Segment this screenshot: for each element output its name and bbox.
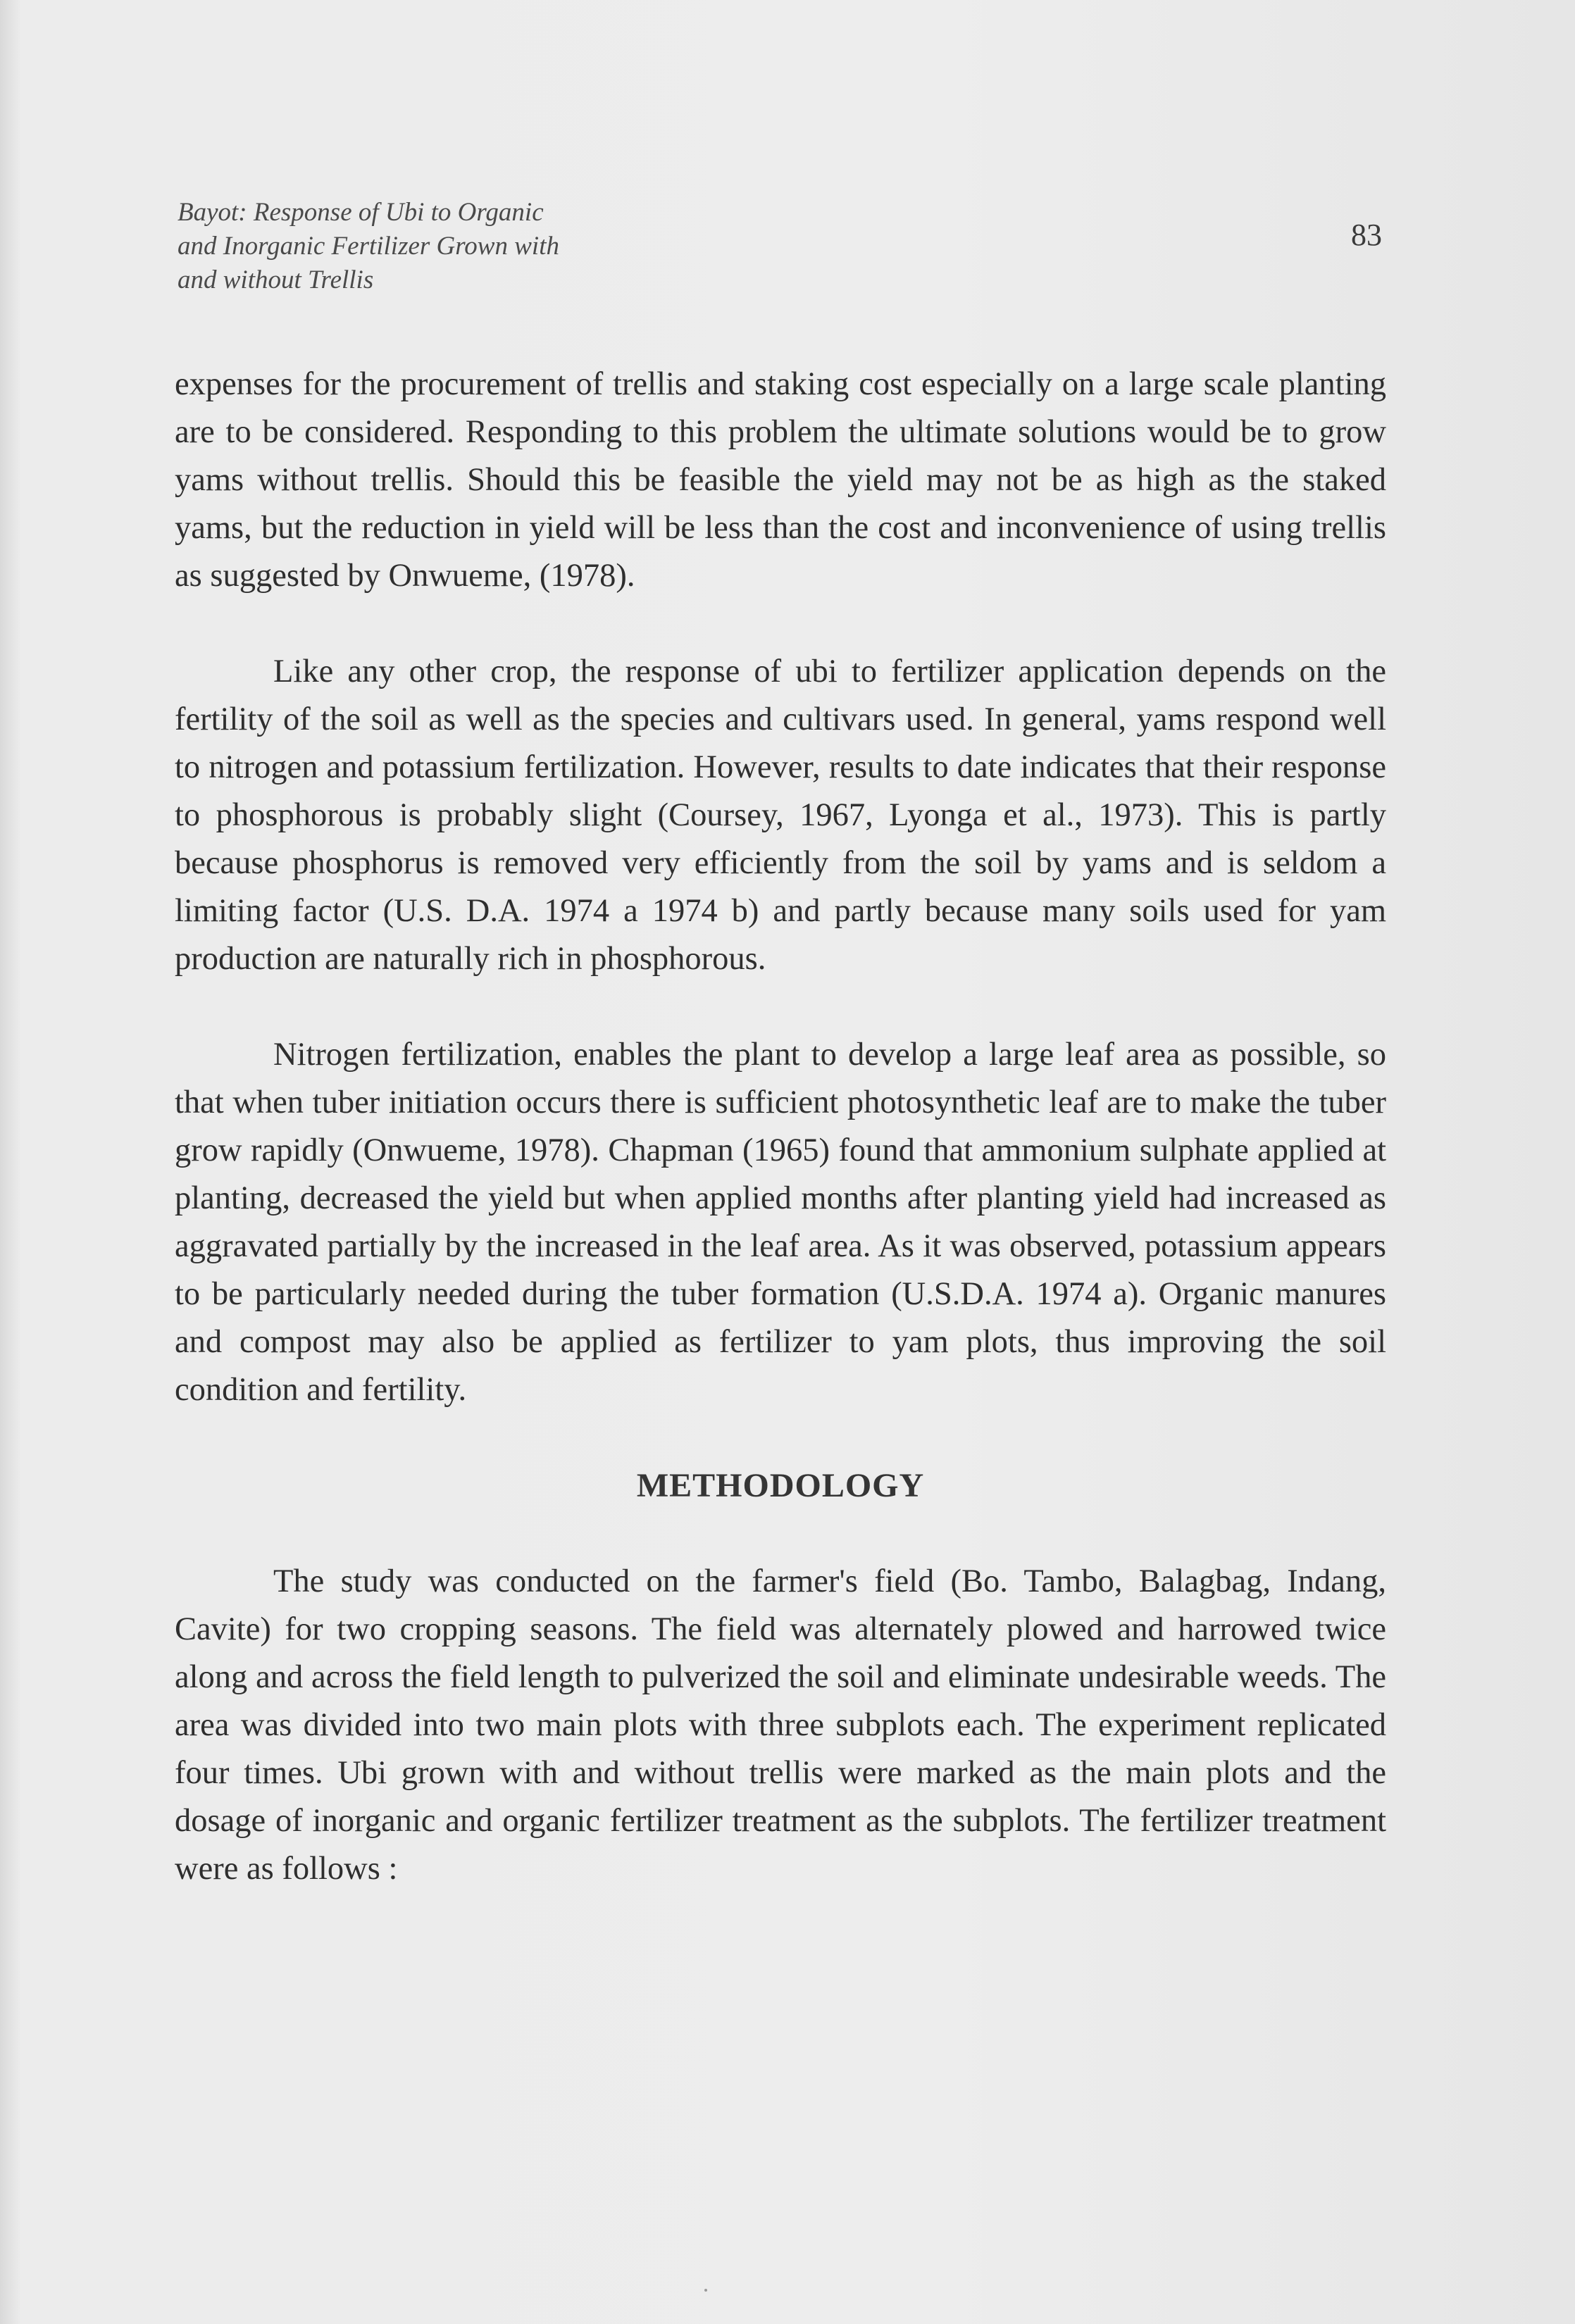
scan-speck <box>704 2289 707 2292</box>
paragraph-4: The study was conducted on the farmer's field (Bo. Tambo, Balagbag, Indang, Cavite) for two cropping seasons. The field was alternately plowed and harrowed twice along and across the field length to pulverized the soil and eliminate undesirable weeds. The area was divided into two main plots with three subplots each. The experiment replicated four times. Ubi grown with and without trellis were marked as the main plots and the dosage of inorganic and organic fertilizer treatment as the subplots. The fertilizer treatment were as follows : <box>175 1563 1386 1887</box>
section-heading-methodology: METHODOLOGY <box>636 1467 925 1504</box>
running-head-line-3: and without Trellis <box>178 265 374 294</box>
running-head <box>178 196 713 297</box>
page-number: 83 <box>1351 218 1382 252</box>
running-head-line-2: and Inorganic Fertilizer Grown with <box>178 232 559 261</box>
paragraph-3: Nitrogen fertilization, enables the plant to develop a large leaf area as possible, so that when tuber initiation occurs there is sufficient photosynthetic leaf are to make the tuber grow rapidly (Onwueme, 1978). Chapman (1965) found that ammonium sulphate applied at planting, decreased the yield but when applied months after planting yield had increased as aggravated partially by the increased in the leaf area. As it was observed, potassium appears to be particularly needed during the tuber formation (U.S.D.A. 1974 a). Organic manures and compost may also be applied as fertilizer to yam plots, thus improving the soil condition and fertility. <box>175 1037 1386 1408</box>
paragraph-2: Like any other crop, the response of ubi to fertilizer application depends on the fertility of the soil as well as the species and cultivars used. In general, yams respond well to nitrogen and potassium fertilization. However, results to date indicates that their response to phosphorous is probably slight (Coursey, 1967, Lyonga et al., 1973). This is partly because phosphorus is removed very efficiently from the soil by yams and is seldom a limiting factor (U.S. D.A. 1974 a 1974 b) and partly because many soils used for yam production are naturally rich in phosphorous. <box>175 654 1386 977</box>
paragraph-1: expenses for the procurement of trellis and staking cost especially on a large scale planting are to be considered. Responding to this problem the ultimate solutions would be to grow yams without trellis. Should this be feasible the yield may not be as high as the staked yams, but the reduction in yield will be less than the cost and inconvenience of using trellis as suggested by Onwueme, (1978). <box>175 366 1386 594</box>
body-text <box>175 361 1386 1893</box>
running-head-line-1: Bayot: Response of Ubi to Organic <box>178 198 544 227</box>
